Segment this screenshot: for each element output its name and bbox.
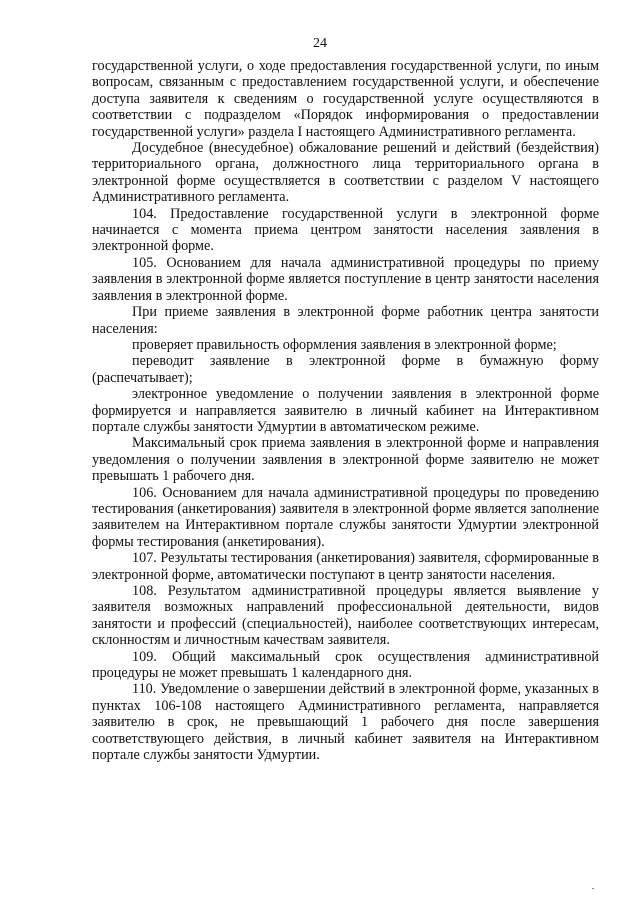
paragraph: Досудебное (внесудебное) обжалование решений и действий (бездействия) территориального органа, должностного лица территориального органа в электронной форме осуществляется в соответствии с разделом V настоящего Административного регламента. [92,140,599,206]
scan-mark [592,888,594,889]
paragraph: При приеме заявления в электронной форме работник центра занятости населения: [92,304,599,337]
page-number: 24 [313,36,327,51]
paragraph: переводит заявление в электронной форме в бумажную форму (распечатывает); [92,353,599,386]
paragraph: 105. Основанием для начала административной процедуры по приему заявления в электронной форме является поступление в центр занятости населения заявления в электронной форме. [92,254,599,304]
paragraph: 107. Результаты тестирования (анкетирования) заявителя, сформированные в электронной форме, автоматически поступают в центр занятости населения. [92,550,599,583]
paragraph: электронное уведомление о получении заявления в электронной форме формируется и направляется заявителю в личный кабинет на Интерактивном портале службы занятости Удмуртии в автоматическом режиме. [92,386,599,435]
paragraph: 110. Уведомление о завершении действий в электронной форме, указанных в пунктах 106-108 настоящего Административного регламента, направляется заявителю в срок, не превышающий 1 рабочего дня после завершения соответствующего действия, в личный кабинет заявителя на Интерактивном портале службы занятости Удмуртии. [92,681,599,764]
paragraph: 108. Результатом административной процедуры является выявление у заявителя возможных направлений профессиональной деятельности, видов занятости и профессий (специальностей), наиболее соответствующих интересам, склонностям и личностным качествам заявителя. [92,583,599,649]
document-body [92,58,599,763]
paragraph: 106. Основанием для начала административной процедуры по проведению тестирования (анкетирования) заявителя в электронной форме является заполнение заявителем на Интерактивном портале службы занятости Удмуртии электронной формы тестирования (анкетирования). [92,484,599,550]
paragraph: 104. Предоставление государственной услуги в электронной форме начинается с момента приема центром занятости населения заявления в электронной форме. [92,205,599,255]
paragraph: 109. Общий максимальный срок осуществления административной процедуры не может превышать 1 календарного дня. [92,648,599,682]
paragraph: проверяет правильность оформления заявления в электронной форме; [132,336,557,353]
paragraph: государственной услуги, о ходе предоставления государственной услуги, по иным вопросам, связанным с предоставлением государственной услуги, и обеспечение доступа заявителя к сведениям о государственной услуге осуществляются в соответствии с подразделом «Порядок информирования о предоставлении государственной услуги» раздела I настоящего Административного регламента. [92,58,599,140]
paragraph: Максимальный срок приема заявления в электронной форме и направления уведомления о получении заявления в электронной форме заявителю не может превышать 1 рабочего дня. [92,435,599,485]
